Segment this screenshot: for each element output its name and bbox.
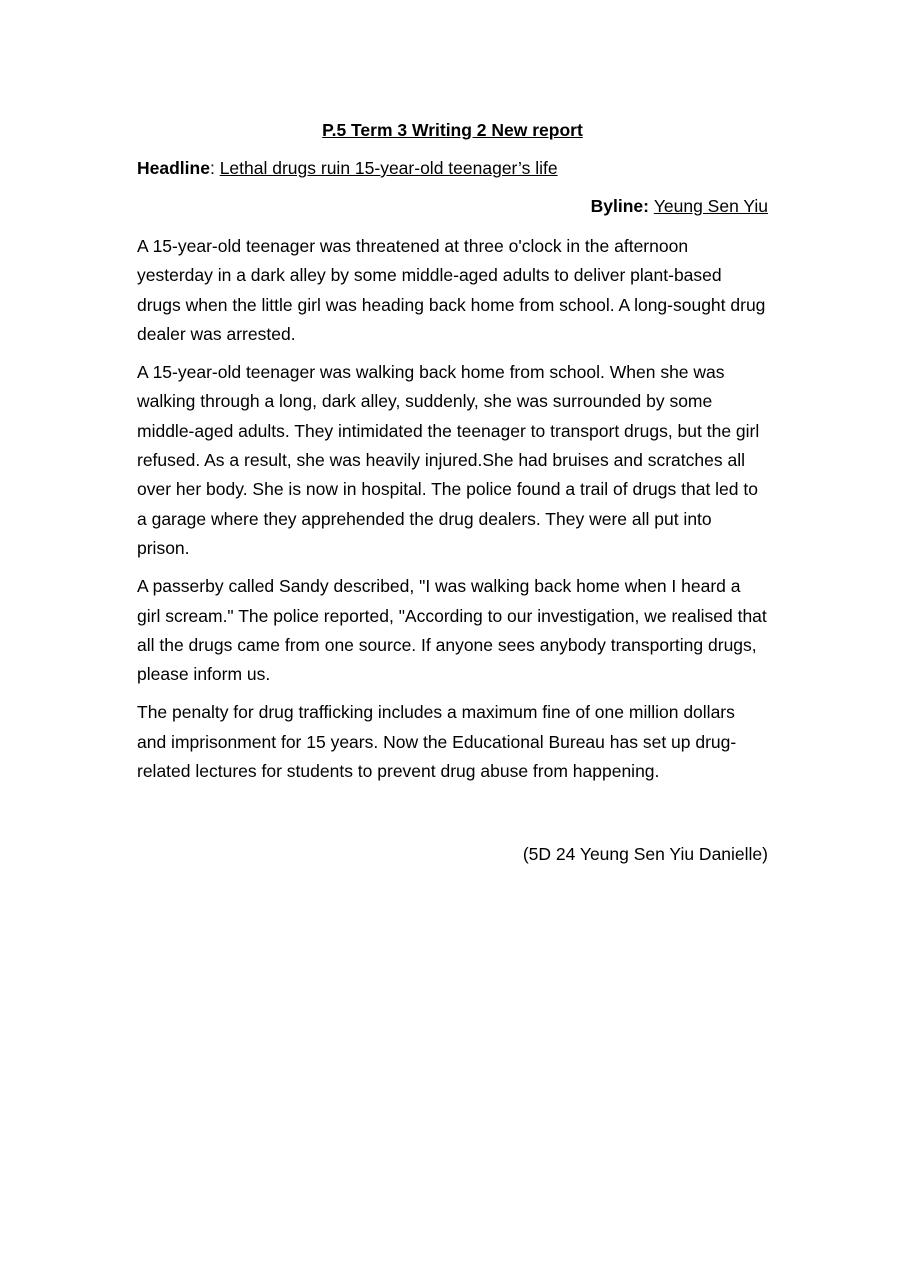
paragraph-lead: A 15-year-old teenager was threatened at three o'clock in the afternoon yesterday in a dark alley by some middle-aged adults to deliver plant-based drugs when the little girl was heading back home from school. A long-sought drug dealer was arrested.: [137, 236, 766, 344]
document-title: P.5 Term 3 Writing 2 New report: [322, 120, 583, 140]
paragraph-details: A 15-year-old teenager was walking back home from school. When she was walking through a long, dark alley, suddenly, she was surrounded by some middle-aged adults. They intimidated the teenager to transport drugs, but the girl refused. As a result, she was heavily injured.She had bruises and scratches all over her body. She is now in hospital. The police found a trail of drugs that led to a garage where they apprehended the drug dealers. They were all put into prison.: [137, 362, 760, 558]
byline-label: Byline:: [590, 196, 654, 216]
paragraph-conclusion: The penalty for drug trafficking includes a maximum fine of one million dollars and imprisonment for 15 years. Now the Educational Bureau has set up drug-related lectures for students to prevent drug abuse from happening.: [137, 702, 737, 782]
headline-separator: :: [209, 158, 220, 178]
paragraph-quotes: A passerby called Sandy described, "I was walking back home when I heard a girl scream." The police reported, "According to our investigation, we realised that all the drugs came from one source. If anyone sees anybody transporting drugs, please inform us.: [137, 576, 767, 685]
headline-label: Headline: [137, 158, 210, 178]
byline-text: Yeung Sen Yiu: [653, 196, 768, 216]
document-page: [137, 118, 768, 866]
byline-line: [137, 194, 768, 218]
headline-line: [137, 156, 768, 180]
headline-text: Lethal drugs ruin 15-year-old teenager’s life: [219, 158, 558, 178]
author-signature: (5D 24 Yeung Sen Yiu Danielle): [522, 844, 768, 865]
